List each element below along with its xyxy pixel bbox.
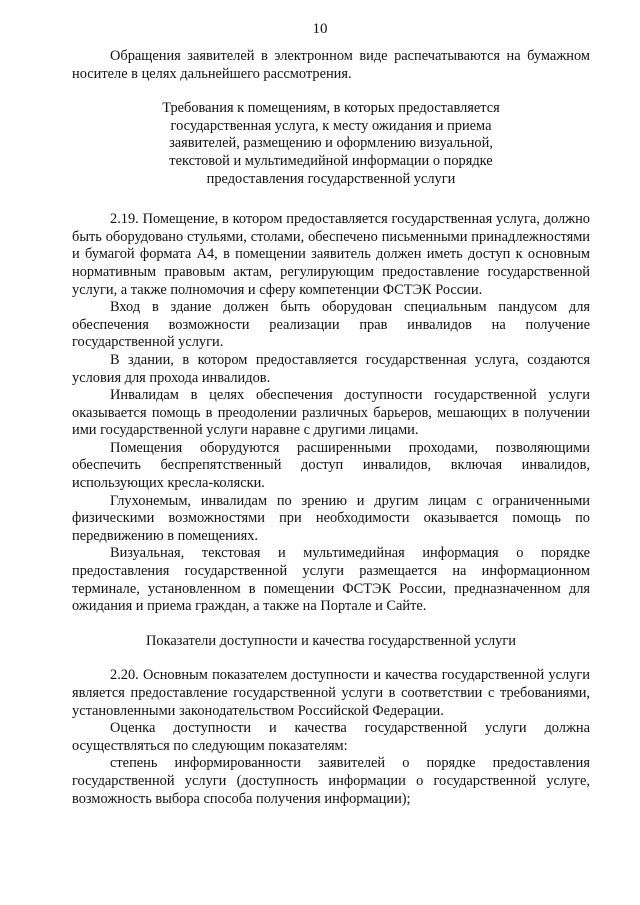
spacer bbox=[72, 83, 590, 100]
paragraph-2-19: 2.19. Помещение, в котором предоставляется государственная услуга, должно быть оборудовано стульями, столами, обеспечено письменными принадлежностями и бумагой формата А4, в помещении заявитель должен иметь доступ к основным нормативным правовым актам, регулирующим предоставление государственной услуги, а также полномочия и сферу компетенции ФСТЭК России. bbox=[72, 211, 590, 298]
section-heading-quality: Показатели доступности и качества государственной услуги bbox=[146, 632, 516, 649]
spacer bbox=[72, 188, 590, 205]
paragraph-ramp: Вход в здание должен быть оборудован специальным пандусом для обеспечения возможности реализации прав инвалидов на получение государственной услуги. bbox=[72, 299, 590, 351]
section-heading-premises bbox=[141, 100, 521, 188]
paragraph-visual-info: Визуальная, текстовая и мультимедийная информация о порядке предоставления государственной услуги размещается на информационном терминале, установленном в помещении ФСТЭК России, предназначенном для ожидания и приема граждан, а также на Портале и Сайте. bbox=[72, 545, 590, 615]
paragraph-passage: В здании, в котором предоставляется государственная услуга, создаются условия для прохода инвалидов. bbox=[72, 351, 590, 386]
paragraph-assessment: Оценка доступности и качества государственной услуги должна осуществляться по следующим показателям: bbox=[72, 720, 590, 754]
paragraph-assistance: Инвалидам в целях обеспечения доступности государственной услуги оказывается помощь в преодолении различных барьеров, мешающих в получении ими государственной услуги наравне с другими лицами. bbox=[72, 387, 590, 439]
spacer bbox=[72, 616, 590, 633]
intro-paragraph: Обращения заявителей в электронном виде распечатываются на бумажном носителе в целях дальнейшего рассмотрения. bbox=[72, 48, 590, 82]
document-body bbox=[72, 48, 590, 808]
page-number: 10 bbox=[312, 21, 328, 37]
paragraph-wide-passages: Помещения оборудуются расширенными проходами, позволяющими обеспечить беспрепятственный доступ инвалидов, включая инвалидов, использующих кресла-коляски. bbox=[72, 439, 590, 492]
paragraph-informedness: степень информированности заявителей о порядке предоставления государственной услуги (доступность информации о государственной услуге, возможность выбора способа получения информации); bbox=[72, 755, 590, 807]
spacer bbox=[72, 650, 590, 667]
paragraph-deaf-blind: Глухонемым, инвалидам по зрению и другим лицам с ограниченными физическими возможностями при необходимости оказывается помощь по передвижению в помещениях. bbox=[72, 492, 590, 544]
paragraph-2-20: 2.20. Основным показателем доступности и качества государственной услуги является предоставление государственной услуги в соответствии с требованиями, установленными законодательством Российской Федерации. bbox=[72, 667, 590, 719]
section-heading-text: Требования к помещениям, в которых предоставляется государственная услуга, к месту ожидания и приема заявителей, размещению и оформлению визуальной, текстовой и мультимедийной информации о порядке предоставления государственной услуги bbox=[162, 100, 500, 187]
